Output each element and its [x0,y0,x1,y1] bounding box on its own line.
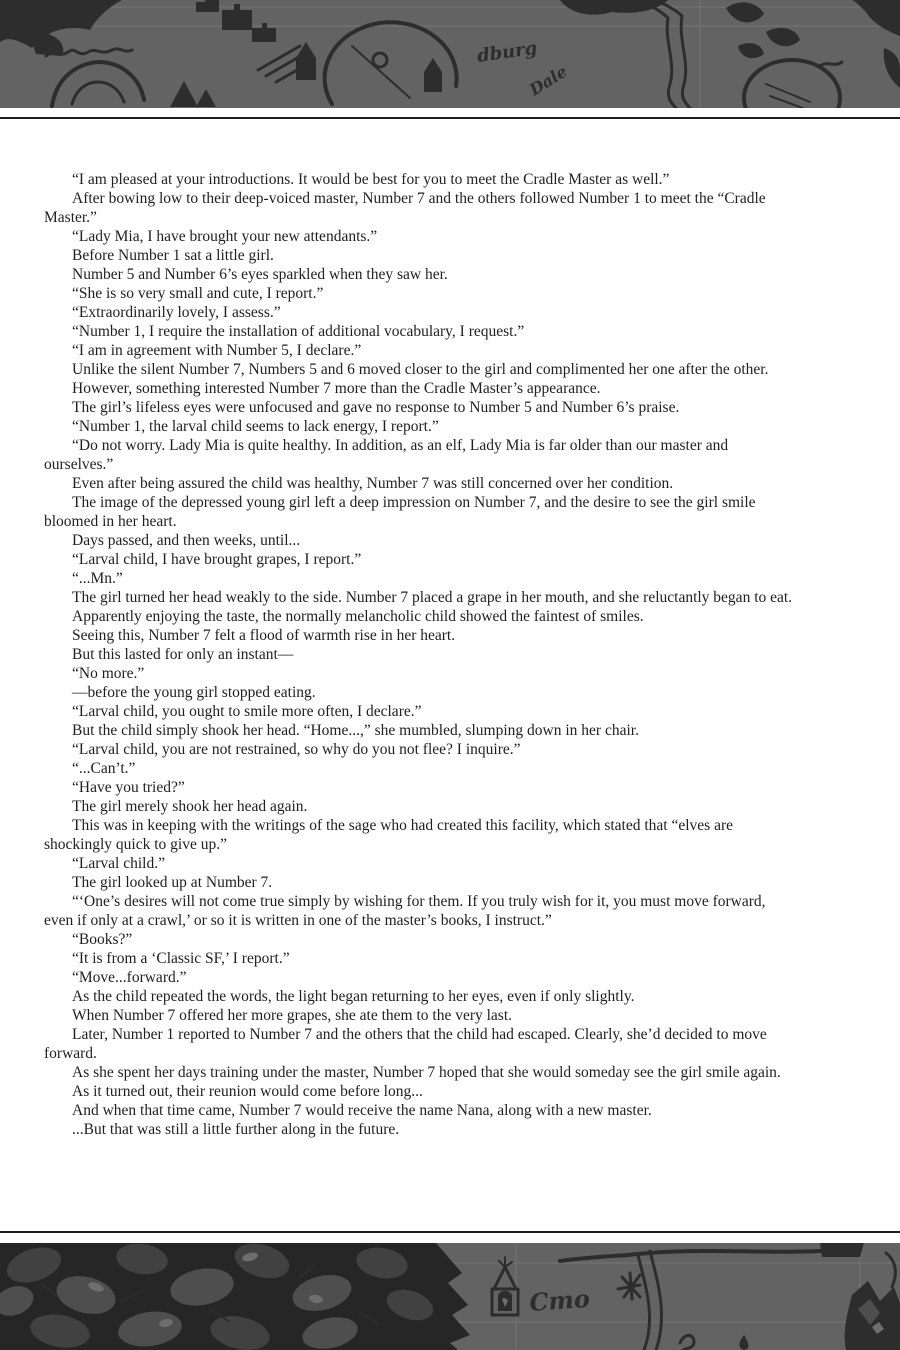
paragraph: Even after being assured the child was healthy, Number 7 was still concerned over her condition. [72,475,674,492]
paragraph: Unlike the silent Number 7, Numbers 5 and 6 moved closer to the girl and complimented her one after the other. [72,361,769,378]
paragraph: Apparently enjoying the taste, the normally melancholic child showed the faintest of smiles. [72,608,644,625]
paragraph: —before the young girl stopped eating. [72,684,316,701]
map-forest-canopy [0,1243,470,1350]
map-art-bottom [0,1243,900,1350]
map-label-town: dburg [475,37,539,67]
paragraph: The girl’s lifeless eyes were unfocused and gave no response to Number 5 and Number 6’s praise. [72,399,680,416]
paragraph: “She is so very small and cute, I report.” [72,285,324,302]
paragraph: The girl looked up at Number 7. [72,874,273,891]
paragraph: “‘One’s desires will not come true simply by wishing for them. If you truly wish for it, you must move forward, even if only at a crawl,’ or so it is written in one of the master’s books, I instruct.” [44,893,766,929]
paragraph: “Do not worry. Lady Mia is quite healthy. In addition, as an elf, Lady Mia is far older than our master and ourselves.” [44,437,729,473]
paragraph: And when that time came, Number 7 would receive the name Nana, along with a new master. [72,1102,652,1119]
paragraph: “It is from a ‘Classic SF,’ I report.” [72,950,290,967]
map-labels [528,1284,590,1317]
paragraph: But the child simply shook her head. “Home...,” she mumbled, slumping down in her chair. [72,722,639,739]
paragraph: As it turned out, their reunion would come before long... [72,1083,423,1100]
paragraph: Days passed, and then weeks, until... [72,532,301,549]
paragraph: Before Number 1 sat a little girl. [72,247,274,264]
paragraph: “Larval child, you are not restrained, so why do you not flee? I inquire.” [72,741,521,758]
bottom-banner [0,1243,900,1350]
paragraph: “Books?” [72,931,133,948]
bottom-divider [0,1231,900,1233]
paragraph: “...Can’t.” [72,760,136,777]
paragraph: As she spent her days training under the master, Number 7 hoped that she would someday see the girl smile again. [72,1064,781,1081]
map-label-region: Dale [526,61,571,100]
map-label-village: Cmo [528,1283,591,1317]
paragraph: Number 5 and Number 6’s eyes sparkled when they saw her. [72,266,448,283]
map-art-top [0,0,900,108]
paragraph: “Move...forward.” [72,969,187,986]
paragraph: “Number 1, the larval child seems to lack energy, I report.” [72,418,439,435]
paragraph: After bowing low to their deep-voiced master, Number 7 and the others followed Number 1 to meet the “Cradle Master.” [44,190,766,226]
paragraph: However, something interested Number 7 more than the Cradle Master’s appearance. [72,380,601,397]
paragraph: “Lady Mia, I have brought your new attendants.” [72,228,378,245]
paragraph: “Larval child, I have brought grapes, I report.” [72,551,362,568]
paragraph: “Have you tried?” [72,779,185,796]
paragraph: “No more.” [72,665,145,682]
paragraph: Later, Number 1 reported to Number 7 and the others that the child had escaped. Clearly, she’d decided to move forward. [44,1026,767,1062]
paragraph: “Extraordinarily lovely, I assess.” [72,304,281,321]
paragraph: “Larval child, you ought to smile more often, I declare.” [72,703,422,720]
paragraph: ...But that was still a little further along in the future. [72,1121,400,1138]
paragraph: The image of the depressed young girl left a deep impression on Number 7, and the desire to see the girl smile bloomed in her heart. [44,494,756,530]
paragraph: “...Mn.” [72,570,123,587]
paragraph: “Number 1, I require the installation of additional vocabulary, I request.” [72,323,525,340]
paragraph: The girl merely shook her head again. [72,798,308,815]
text-column [44,170,795,1139]
top-banner [0,0,900,108]
paragraph: As the child repeated the words, the light began returning to her eyes, even if only slightly. [72,988,635,1005]
top-divider [0,117,900,119]
paragraph: The girl turned her head weakly to the side. Number 7 placed a grape in her mouth, and she reluctantly began to eat. [72,589,793,606]
paragraph: “I am pleased at your introductions. It would be best for you to meet the Cradle Master as well.” [72,171,670,188]
paragraph: This was in keeping with the writings of the sage who had created this facility, which stated that “elves are shockingly quick to give up.” [44,817,733,853]
paragraph: When Number 7 offered her more grapes, she ate them to the very last. [72,1007,513,1024]
paragraph: “I am in agreement with Number 5, I declare.” [72,342,362,359]
paragraph: “Larval child.” [72,855,165,872]
paragraph: But this lasted for only an instant— [72,646,294,663]
paragraph: Seeing this, Number 7 felt a flood of warmth rise in her heart. [72,627,456,644]
